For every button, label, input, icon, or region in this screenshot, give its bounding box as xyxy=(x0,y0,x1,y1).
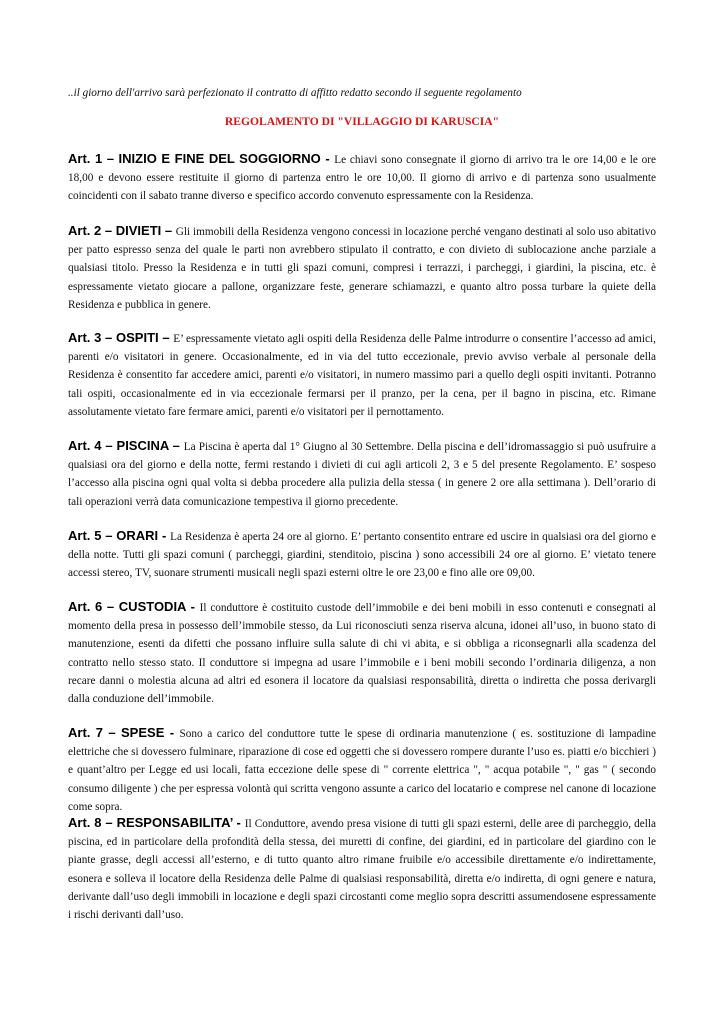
article-body: Le chiavi sono consegnate il giorno di arrivo tra le ore 14,00 e le ore 18,00 e devono essere restituite il giorno di partenza entro le ore 10,00. Il giorno di arrivo e di partenza sono usualmente coincidenti con il sabato tranne diverso e specifico accordo convenuto espressamente con la Residenza. xyxy=(68,154,656,203)
article-6 xyxy=(68,598,656,708)
article-3 xyxy=(68,329,656,421)
article-heading: Art. 8 – RESPONSABILITA’ - xyxy=(68,815,245,830)
article-heading: Art. 3 – OSPITI – xyxy=(68,330,174,345)
article-heading: Art. 1 – INIZIO E FINE DEL SOGGIORNO - xyxy=(68,151,335,166)
article-heading: Art. 6 – CUSTODIA - xyxy=(68,599,200,614)
article-8 xyxy=(68,814,656,924)
article-body: Gli immobili della Residenza vengono concessi in locazione perché vengano destinati al solo uso abitativo per patto espresso senza del quale le parti non avrebbero stipulato il contratto, e con divieto di sublocazione anche parziale a qualsiasi titolo. Presso la Residenza e in tutti gli spazi comuni, compresi i terrazzi, i parcheggi, i giardini, la piscina, etc. è espressamente vietato giocare a pallone, organizzare feste, generare schiamazzi, e quanto altro possa turbare la quiete della Residenza e pubblica in genere. xyxy=(68,226,656,311)
article-body: Il conduttore è costituito custode dell’immobile e dei beni mobili in esso contenuti e consegnati al momento della presa in possesso dell’immobile stesso, da Lui riconosciuti senza riserva alcuna, idonei all’uso, in buono stato di manutenzione, esenti da difetti che possano influire sulla salute di chi vi abita, e si obbliga a riconsegnarli alla scadenza del contratto nello stesso stato. Il conduttore si impegna ad usare l’immobile e i beni mobili secondo l’ordinaria diligenza, a non recare danni o molestia alcuna ad altri ed esonera il locatore da qualsiasi responsabilità, diretta o indiretta che possa derivargli dalla conduzione dell’immobile. xyxy=(68,602,656,706)
article-1 xyxy=(68,150,656,206)
page-title: REGOLAMENTO DI "VILLAGGIO DI KARUSCIA" xyxy=(224,115,500,128)
article-body: La Piscina è aperta dal 1° Giugno al 30 Settembre. Della piscina e dell’idromassaggio si può usufruire a qualsiasi ora del giorno e della notte, fermi restando i divieti di cui agli articoli 2, 3 e 5 del presente Regolamento. E’ sospeso l’accesso alla piscina ogni qual volta si debba procedere alla pulizia della stessa ( in genere 2 ore alla settimana ). Dell’orario di tali operazioni verrà data comunicazione tempestiva il giorno precedente. xyxy=(68,441,656,508)
article-heading: Art. 4 – PISCINA – xyxy=(68,438,184,453)
article-5 xyxy=(68,527,656,583)
article-body: E’ espressamente vietato agli ospiti della Residenza delle Palme introdurre o consentire l’accesso ad amici, parenti e/o visitatori in genere. Occasionalmente, ed in via del tutto eccezionale, previo avviso verbale al personale della Residenza è consentito far accedere amici, parenti e/o visitatori, in numero massimo pari a quello degli ospiti invitanti. Potranno tali ospiti, occasionalmente ed in via eccezionale fermarsi per il pranzo, per la cena, per il bagno in piscina, etc. Rimane assolutamente vietato fare fermare amici, parenti e/o visitatori per il pernottamento. xyxy=(68,333,656,418)
article-body: Sono a carico del conduttore tutte le spese di ordinaria manutenzione ( es. sostituzione di lampadine elettriche che si dovessero fulminare, riparazione di cose ed oggetti che si dovessero rompere durante l’uso es. piatti e/o bicchieri ) e quant’altro per Legge ed usi locali, fatta eccezione delle spese di " corrente elettrica ", " acqua potabile ", " gas " ( secondo consumo diligente ) che per espressa volontà qui scritta vengono assunte a carico del locatario e comprese nel canone di locazione come sopra. xyxy=(68,728,656,813)
article-body: La Residenza è aperta 24 ore al giorno. E’ pertanto consentito entrare ed uscire in qualsiasi ora del giorno e della notte. Tutti gli spazi comuni ( parcheggi, giardini, stenditoio, piscina ) sono accessibili 24 ore al giorno. E’ vietato tenere accessi stereo, TV, suonare strumenti musicali negli spazi esterni oltre le ore 23,00 e fino alle ore 09,00. xyxy=(68,531,656,580)
article-heading: Art. 5 – ORARI - xyxy=(68,528,171,543)
intro-line: ..il giorno dell'arrivo sarà perfezionato il contratto di affitto redatto secondo il seguente regolamento xyxy=(68,87,522,99)
article-7 xyxy=(68,724,656,816)
article-body: Il Conduttore, avendo presa visione di tutti gli spazi esterni, delle aree di parcheggio, della piscina, ed in particolare della profondità della stessa, dei muretti di confine, dei giardini, ed in particolare del giardino con le piante grasse, degli accessi all’esterno, e di tutto quanto altro rimane fruibile e/o accessibile direttamente e/o indirettamente, esonera e solleva il locatore della Residenza delle Palme di qualsiasi responsabilità, diretta e/o indiretta, di ogni genere e natura, derivante dall’uso degli immobili in locazione e degli spazi circostanti come meglio sopra descritti assumendosene espressamente i rischi derivanti dall’uso. xyxy=(68,818,656,922)
article-4 xyxy=(68,437,656,511)
article-heading: Art. 7 – SPESE - xyxy=(68,725,180,740)
article-heading: Art. 2 – DIVIETI – xyxy=(68,223,176,238)
article-2 xyxy=(68,222,656,314)
